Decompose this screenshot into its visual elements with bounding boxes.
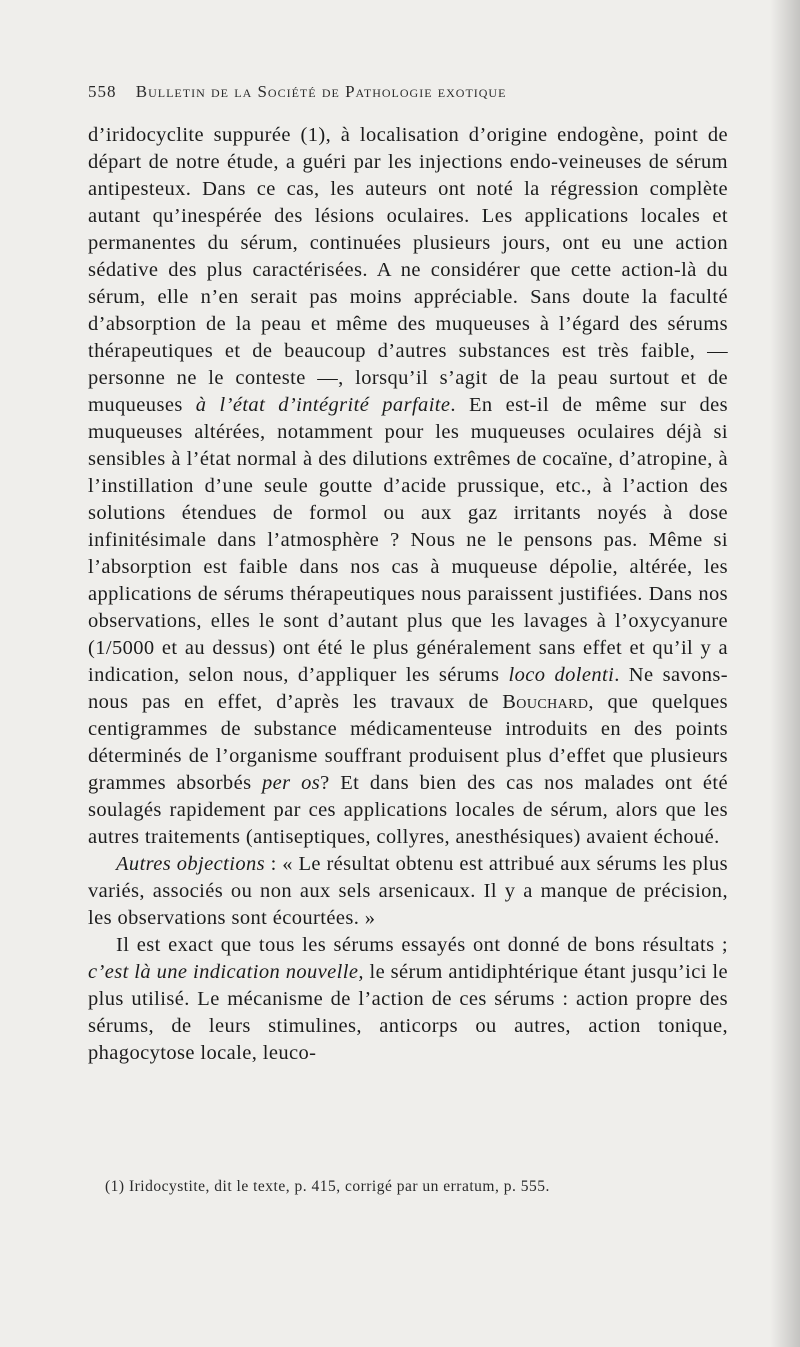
text-run: ), à localisation d’origine endogène, point de départ de notre étude, a guéri par les injections endo-veineuses de sérum antipesteux. Dans ce cas, les auteurs ont noté la régression complète autant qu’inespérée des lésions oculaires. Les applications locales et permanentes du sérum, continuées plusieurs jours, ont eu une action sédative des plus caractérisées. A ne considérer que cette action-là du sérum, elle n’en serait pas moins appréciable. Sans doute la faculté d’absorption de la peau et même des muqueuses à l’égard des sérums thérapeutiques et de beaucoup d’autres substances est très faible, — personne ne le conteste —, lorsqu’il s’agit de la peau surtout et de muqueuses bbox=[88, 124, 728, 416]
italic-run: à l’état d’intégrité parfaite bbox=[195, 394, 451, 416]
page-number: 558 bbox=[88, 82, 117, 101]
text-run: Il est exact que tous les sérums essayés ont donné de bons résultats ; bbox=[116, 934, 728, 956]
text-run: ? Et dans bien des cas nos malades ont été soulagés rapidement par ces applications locales de sérum, alors que les autres traitements (antiseptiques, collyres, anesthésiques) avaient échoué. bbox=[88, 772, 728, 848]
footnote-text: Iridocystite, dit le texte, p. 415, corrigé par un erratum, p. 555. bbox=[124, 1178, 550, 1195]
italic-run: loco dolenti bbox=[508, 664, 615, 686]
italic-run: c’est là une indication nouvelle, bbox=[88, 961, 364, 983]
body-text bbox=[88, 122, 728, 1067]
footnote-ref: 1 bbox=[307, 124, 319, 146]
running-header bbox=[88, 82, 708, 102]
text-run: , que quelques centigrammes de substance médicamenteuse introduits en des points déterminés de l’organisme souffrant produisent plus d’effet que plusieurs grammes absorbés bbox=[88, 691, 728, 794]
text-run: d’iridocyclite suppurée ( bbox=[88, 124, 308, 146]
italic-run: Autres objections bbox=[116, 853, 265, 875]
text-run: : « Le résultat obtenu est attribué aux sérums les plus variés, associés ou non aux sels arsenicaux. Il y a manque de précision, les observations sont écourtées. » bbox=[88, 853, 728, 929]
footnote-marker: (1) bbox=[105, 1178, 125, 1195]
italic-run: per os bbox=[262, 772, 321, 794]
text-run: . En est-il de même sur des muqueuses altérées, notamment pour les muqueuses oculaires déjà si sensibles à l’état normal à des dilutions extrêmes de cocaïne, d’atropine, à l’instillation d’une seule goutte d’acide prussique, etc., à l’action des solutions étendues de formol ou aux gaz irritants noyés à dose infinitésimale dans l’atmosphère ? Nous ne le pensons pas. Même si l’absorption est faible dans nos cas à muqueuse dépolie, altérée, les applications de sérums thérapeutiques nous paraissent justifiées. Dans nos observations, elles le sont d’autant plus que les lavages à l’oxycyanure (1/5000 et au dessus) ont été le plus généralement sans effet et qu’il y a indication, selon nous, d’appliquer les sérums bbox=[88, 394, 728, 686]
text-run: . Ne savons-nous pas en effet, d’après les travaux de bbox=[88, 664, 729, 713]
smallcaps-run: Bouchard bbox=[502, 691, 589, 713]
page-edge-shadow bbox=[770, 0, 800, 1347]
paragraph-1 bbox=[88, 122, 728, 851]
paragraph-3 bbox=[88, 932, 728, 1067]
text-run: le sérum antidiphtérique étant jusqu’ici le plus utilisé. Le mécanisme de l’action de ces sérums : action propre des sérums, de leurs stimulines, anticorps ou autres, action tonique, phagocytose locale, leuco- bbox=[88, 961, 729, 1064]
running-title: Bulletin de la Société de Pathologie exotique bbox=[135, 82, 507, 101]
paragraph-2 bbox=[88, 851, 728, 932]
footnote bbox=[105, 1178, 725, 1196]
